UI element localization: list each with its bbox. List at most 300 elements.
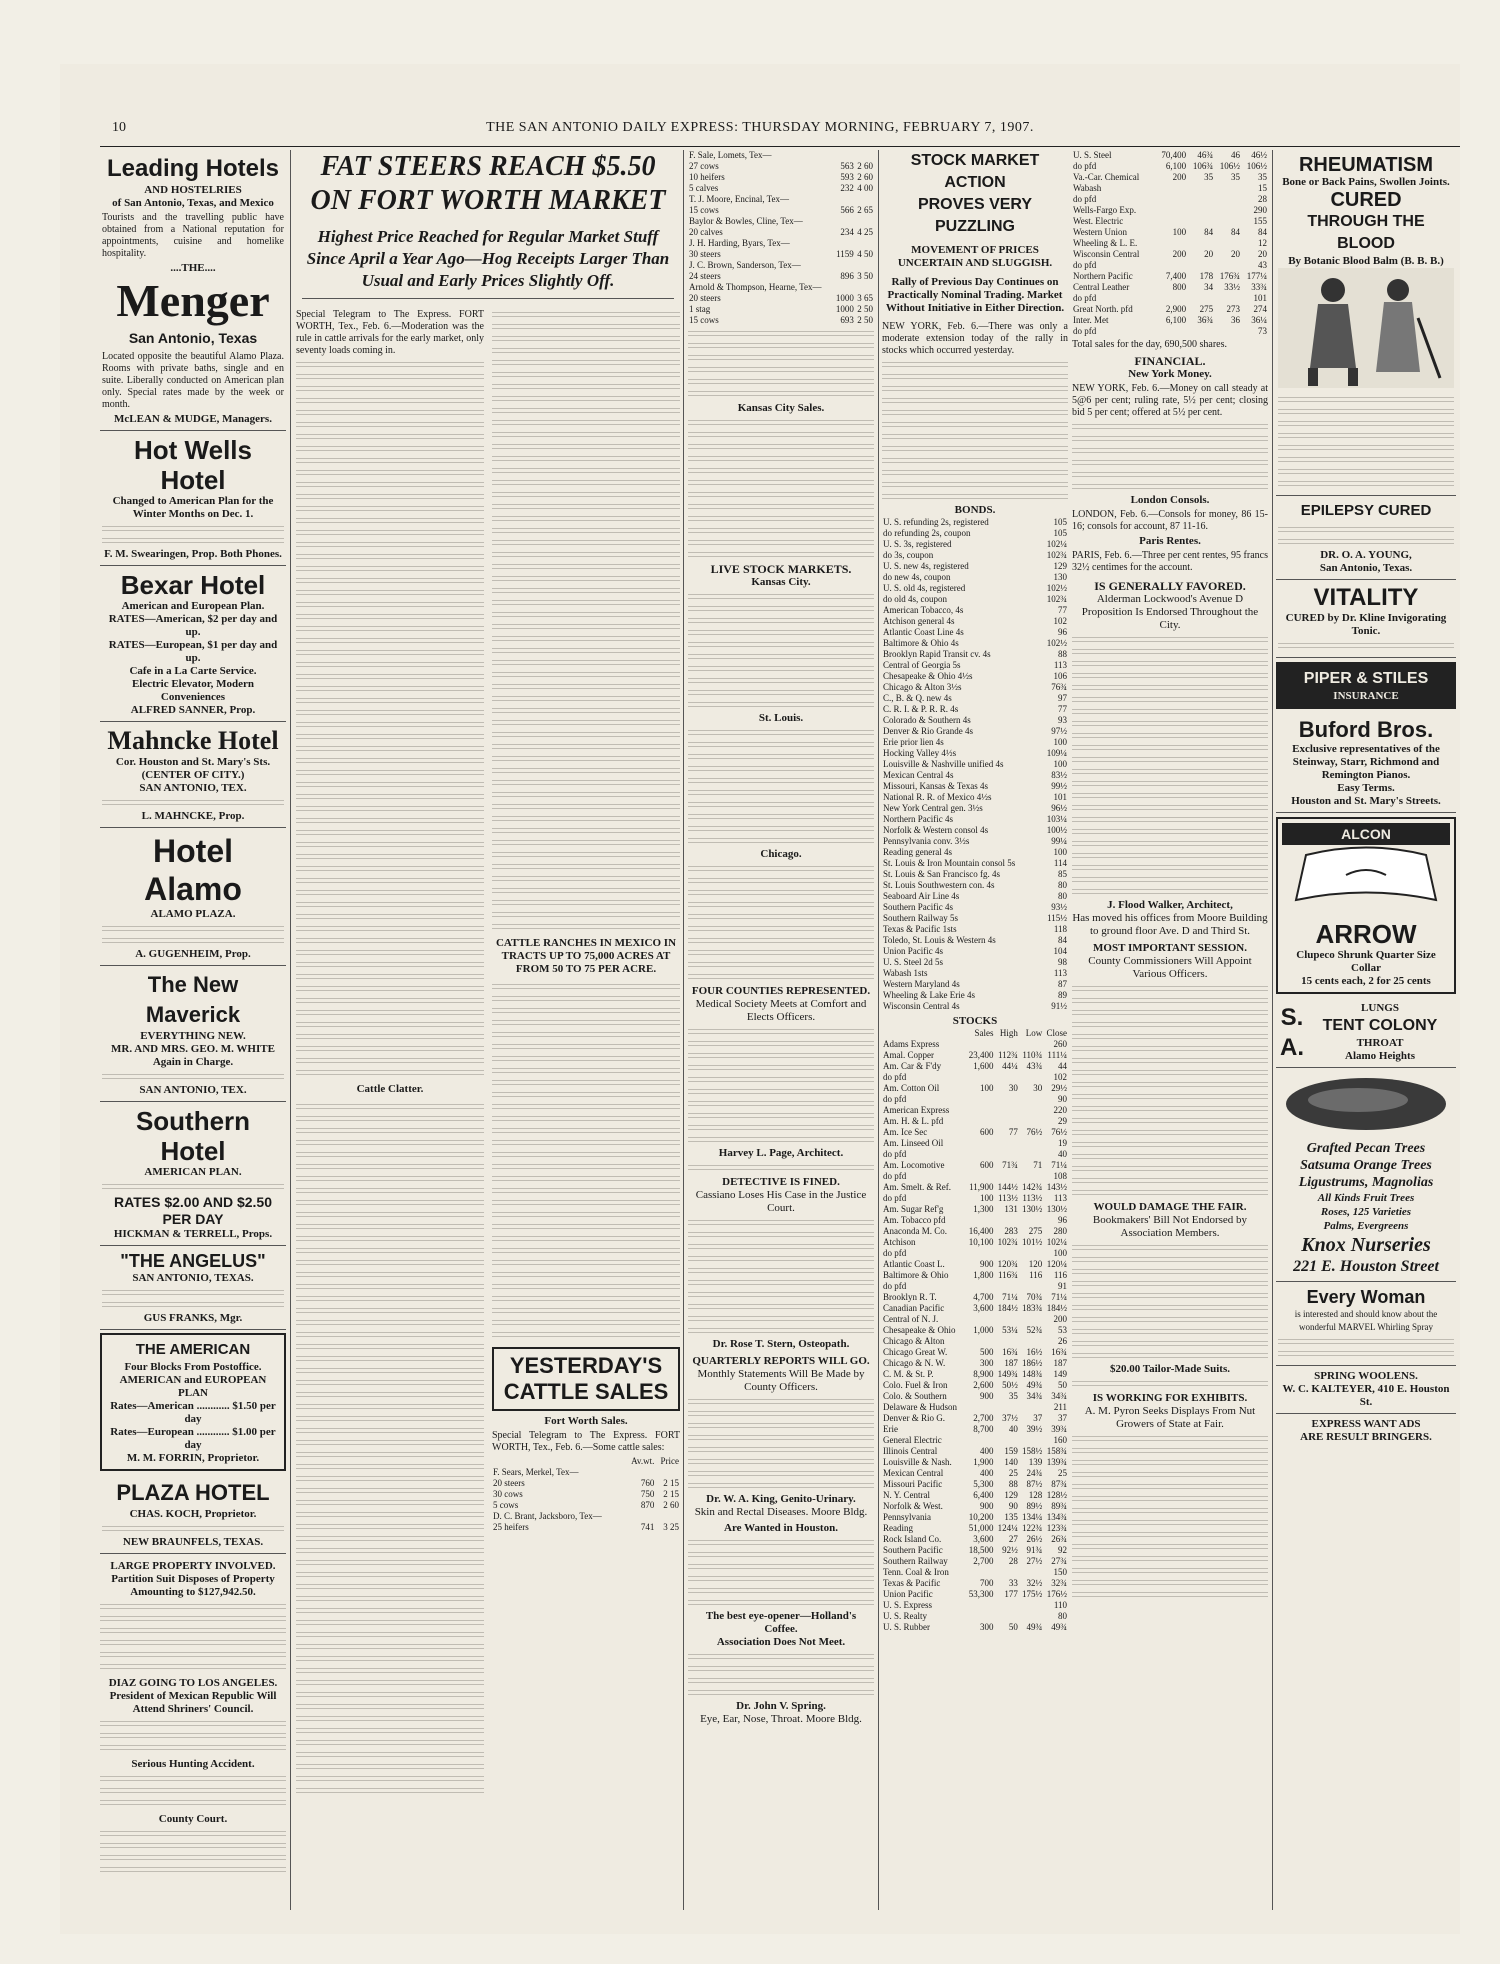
table-cell: 6,100 — [1165, 315, 1187, 325]
table-cell: 53,300 — [968, 1589, 994, 1599]
table-cell: 184½ — [997, 1303, 1018, 1313]
table-cell — [833, 238, 855, 249]
table-cell: 100 — [1172, 227, 1187, 237]
table-cell: 563 — [840, 161, 854, 171]
text-lines — [492, 538, 680, 547]
text-lines — [688, 1302, 874, 1311]
text-lines — [102, 1072, 284, 1081]
text-lines — [492, 442, 680, 451]
table-row — [882, 814, 1068, 825]
text-block — [1278, 395, 1454, 488]
text-lines — [296, 1522, 484, 1531]
table-cell: 1,600 — [973, 1061, 994, 1071]
financial-column — [1072, 150, 1268, 1910]
table-cell: 96 — [1058, 627, 1067, 637]
text-lines — [492, 1330, 680, 1339]
table-row — [882, 583, 1068, 594]
table-cell: Colo. Fuel & Iron — [883, 1380, 948, 1390]
table-row — [882, 605, 1068, 616]
table-cell: 175½ — [1022, 1589, 1043, 1599]
text-lines — [1072, 875, 1268, 884]
table-cell: 280 — [1053, 1226, 1067, 1236]
table-row — [1072, 205, 1268, 216]
text-lines — [492, 826, 680, 835]
table-cell: New York Central gen. 3½s — [883, 803, 983, 813]
text-lines — [1072, 851, 1268, 860]
table-cell: Wells-Fargo Exp. — [1073, 205, 1137, 215]
text-lines — [688, 1562, 874, 1571]
table-row — [882, 1149, 1068, 1160]
table-cell: Great North. pfd — [1073, 304, 1133, 314]
text-lines — [1278, 1337, 1454, 1346]
column-rule — [290, 150, 291, 1910]
table-cell — [1019, 1336, 1043, 1347]
ad-props: SAN ANTONIO, TEX. — [139, 1084, 247, 1096]
text-lines — [296, 1306, 484, 1315]
text-lines — [492, 1246, 680, 1255]
table-row — [688, 194, 874, 205]
text-lines — [688, 900, 874, 909]
stock-column — [882, 150, 1068, 1910]
table-cell: 139 — [1028, 1457, 1043, 1467]
table-cell: 24¾ — [1026, 1468, 1043, 1478]
table-cell — [1019, 1567, 1043, 1578]
masthead: THE SAN ANTONIO DAILY EXPRESS: THURSDAY MORNING, FEBRUARY 7, 1907. — [486, 120, 1034, 135]
table-cell: 100 — [1053, 847, 1067, 857]
text-lines — [296, 1354, 484, 1363]
table-row — [1072, 227, 1268, 238]
table-cell: 211 — [1053, 1402, 1067, 1412]
table-row — [1072, 194, 1268, 205]
ad-text: THROAT — [1356, 1037, 1404, 1049]
article-headline: Are Wanted in Houston. — [724, 1522, 838, 1534]
table-row — [882, 1083, 1068, 1094]
table-cell: Wheeling & Lake Erie 4s — [883, 990, 975, 1000]
table-cell — [1214, 326, 1241, 337]
text-lines — [296, 1690, 484, 1699]
table-cell: Reading — [883, 1523, 913, 1533]
text-lines — [688, 1163, 874, 1172]
table-cell: 80 — [1058, 880, 1067, 890]
table-cell: 275 — [1028, 1226, 1043, 1236]
text-lines — [296, 1618, 484, 1627]
table-row — [1072, 293, 1268, 304]
table-row — [1072, 249, 1268, 260]
text-lines — [296, 852, 484, 861]
table-cell: Baltimore & Ohio 4s — [883, 638, 959, 648]
table-cell: 20 steers — [493, 1478, 525, 1488]
table-cell: 275 — [1199, 304, 1214, 314]
table-cell: 33½ — [1224, 282, 1241, 292]
table-cell: 89¾ — [1051, 1501, 1067, 1511]
table-cell: 50 — [1008, 1622, 1018, 1632]
text-lines — [296, 1786, 484, 1795]
text-lines — [296, 564, 484, 573]
text-lines — [296, 468, 484, 477]
article-subhead: Kansas City. — [751, 576, 811, 588]
ad-text: RATES—European, $1 per day and up. — [108, 639, 278, 664]
table-cell — [1155, 216, 1187, 227]
table-cell: Norfolk & Western consol 4s — [883, 825, 989, 835]
table-cell: Am. Car & F'dy — [883, 1061, 942, 1071]
text-lines — [492, 1102, 680, 1111]
american-title: THE AMERICAN — [135, 1341, 251, 1358]
table-row — [1072, 271, 1268, 282]
table-row — [882, 638, 1068, 649]
table-cell: Reading general 4s — [883, 847, 952, 857]
text-lines — [1072, 422, 1268, 431]
table-cell: 25 — [1058, 1468, 1067, 1478]
ad-text: RATES—American, $2 per day and up. — [108, 613, 278, 638]
table-cell — [965, 1314, 994, 1325]
table-cell: 32½ — [1026, 1578, 1043, 1588]
table-cell: 28 — [1258, 194, 1267, 204]
ad-text: Alamo Heights — [1345, 1050, 1415, 1062]
text-lines — [492, 742, 680, 751]
table-cell: 4 25 — [857, 227, 873, 237]
table-cell: 1159 — [836, 249, 854, 259]
sales-table — [688, 150, 874, 326]
text-lines — [688, 972, 874, 981]
table-cell — [1019, 1215, 1043, 1226]
table-row — [882, 572, 1068, 583]
table-cell: 27¾ — [1051, 1556, 1067, 1566]
ad-text: Clupeco Shrunk Quarter Size Collar — [1296, 949, 1436, 974]
table-cell: 27 — [1008, 1534, 1018, 1544]
text-lines — [492, 1162, 680, 1171]
table-row — [882, 1193, 1068, 1204]
table-cell — [995, 1149, 1019, 1160]
ad-text: is interested and should know about the wonderful MARVEL Whirling Spray — [1294, 1309, 1438, 1332]
ad-props: McLEAN & MUDGE, Managers. — [114, 413, 272, 425]
table-cell: Southern Pacific 4s — [883, 902, 953, 912]
text-lines — [688, 912, 874, 921]
text-lines — [492, 454, 680, 463]
table-cell: 20 steers — [689, 293, 721, 303]
text-lines — [492, 994, 680, 1003]
table-cell — [1187, 216, 1214, 227]
text-block — [296, 360, 484, 1077]
text-lines — [1072, 1446, 1268, 1455]
table-row — [882, 1347, 1068, 1358]
text-lines — [1072, 683, 1268, 692]
text-lines — [688, 664, 874, 673]
text-lines — [492, 406, 680, 415]
column-rule — [683, 150, 684, 1910]
table-cell: 274 — [1253, 304, 1267, 314]
table-cell: do pfd — [1073, 161, 1097, 171]
ad-text: Exclusive representatives of the Steinway, Starr, Richmond and Remington Pianos. — [1292, 743, 1440, 781]
text-lines — [688, 688, 874, 697]
text-lines — [1072, 1255, 1268, 1264]
table-row — [882, 990, 1068, 1001]
table-cell: 200 — [1053, 1314, 1067, 1324]
ad-title: Knox Nurseries — [1301, 1234, 1431, 1256]
table-row — [688, 271, 874, 282]
table-cell — [833, 282, 855, 293]
table-cell — [1019, 1094, 1043, 1105]
table-cell: 105 — [1053, 517, 1067, 527]
ad-title: SPRING WOOLENS. — [1314, 1370, 1418, 1382]
table-cell: 16½ — [1026, 1347, 1043, 1357]
ad-title: RHEUMATISM — [1298, 154, 1434, 176]
text-lines — [492, 310, 680, 319]
text-lines — [688, 1326, 874, 1335]
table-cell: 98 — [1058, 957, 1067, 967]
table-row — [882, 1457, 1068, 1468]
text-lines — [688, 812, 874, 821]
table-cell: 30 cows — [493, 1489, 523, 1499]
table-cell: 116 — [1029, 1270, 1043, 1280]
ad-title: Every Woman — [1306, 1287, 1426, 1307]
table-cell — [1019, 1116, 1043, 1127]
text-lines — [688, 1445, 874, 1454]
text-lines — [1072, 446, 1268, 455]
table-cell: Anaconda M. Co. — [883, 1226, 947, 1236]
table-cell — [1155, 205, 1187, 216]
article-deck: Skin and Rectal Diseases. Moore Bldg. — [694, 1506, 868, 1518]
text-lines — [688, 1314, 874, 1323]
table-cell: 4 50 — [857, 249, 873, 259]
table-cell: 37½ — [1002, 1413, 1018, 1423]
article-deck: Alderman Lockwood's Avenue D Proposition Is Endorsed Throughout the City. — [1081, 593, 1259, 631]
text-lines — [688, 550, 874, 559]
table-row — [688, 260, 874, 271]
table-cell: do new 4s, coupon — [883, 572, 951, 582]
table-cell: 110¾ — [1022, 1050, 1043, 1060]
table-row — [882, 1567, 1068, 1578]
piper-stiles-ad — [1276, 662, 1456, 709]
table-cell: 101½ — [1022, 1237, 1043, 1247]
text-lines — [492, 1006, 680, 1015]
text-lines — [296, 612, 484, 621]
table-cell: 700 — [980, 1578, 994, 1588]
text-lines — [492, 754, 680, 763]
article-dateline: NEW YORK, Feb. 6.—There was only a moderate extension today of the rally in stocks which occurred yesterday. — [882, 321, 1068, 356]
angelus-ad — [100, 1246, 286, 1330]
text-lines — [1072, 719, 1268, 728]
marvel-ad — [1276, 1282, 1456, 1366]
table-row — [1072, 315, 1268, 326]
ad-subtitle: of San Antonio, Texas, and Mexico — [112, 197, 274, 209]
text-lines — [688, 800, 874, 809]
article-subhead: Cattle Clatter. — [356, 1083, 424, 1095]
table-row — [882, 1215, 1068, 1226]
text-lines — [102, 924, 284, 933]
table-cell: 106 — [1053, 671, 1067, 681]
table-row — [882, 1380, 1068, 1391]
table-cell: 128 — [1028, 1490, 1043, 1500]
table-cell: 2 50 — [857, 304, 873, 314]
text-lines — [492, 1210, 680, 1219]
table-cell: 2,700 — [973, 1413, 994, 1423]
table-cell: 177 — [1004, 1589, 1018, 1599]
table-cell: 46½ — [1251, 150, 1267, 160]
table-cell: 2,700 — [973, 1556, 994, 1566]
table-cell — [1214, 205, 1241, 216]
text-block — [492, 310, 680, 931]
text-lines — [296, 1378, 484, 1387]
ad-text: Cafe in a La Carte Service. — [129, 665, 257, 677]
table-cell — [1214, 293, 1241, 304]
text-lines — [102, 1182, 284, 1191]
table-cell: 300 — [980, 1358, 994, 1368]
table-cell: 148¾ — [1022, 1369, 1043, 1379]
text-lines — [1278, 467, 1454, 476]
table-row — [882, 517, 1068, 528]
article-headline: DETECTIVE IS FINED. — [722, 1176, 840, 1188]
table-cell: Southern Railway — [883, 1556, 948, 1566]
table-cell: Baltimore & Ohio — [883, 1270, 949, 1280]
text-lines — [688, 652, 874, 661]
table-cell: 187 — [1004, 1358, 1018, 1368]
table-row — [688, 238, 874, 249]
ad-text: Palms, Evergreens — [1323, 1220, 1409, 1232]
text-lines — [1072, 839, 1268, 848]
table-cell: Central Leather — [1073, 282, 1130, 292]
table-cell: 900 — [980, 1259, 994, 1269]
text-lines — [296, 444, 484, 453]
collar-illustration — [1286, 845, 1446, 915]
ad-text: Bone or Back Pains, Swollen Joints. — [1282, 176, 1450, 188]
text-lines — [100, 1719, 286, 1728]
text-lines — [688, 1550, 874, 1559]
table-cell: 99¼ — [1051, 836, 1067, 846]
table-cell: 900 — [980, 1501, 994, 1511]
table-cell: Chesapeake & Ohio 4½s — [883, 671, 973, 681]
table-cell: 100 — [1053, 737, 1067, 747]
table-row — [1072, 183, 1268, 194]
text-lines — [296, 1654, 484, 1663]
table-row — [882, 1226, 1068, 1237]
text-lines — [296, 1714, 484, 1723]
table-cell: 102¾ — [1046, 550, 1067, 560]
text-lines — [296, 1234, 484, 1243]
cattle-article-column — [296, 150, 680, 1910]
ad-title: VITALITY — [1313, 584, 1419, 611]
table-row — [882, 561, 1068, 572]
table-cell: do pfd — [883, 1281, 907, 1291]
table-cell: 120 — [1028, 1259, 1043, 1269]
table-cell: 33¾ — [1251, 282, 1267, 292]
table-cell: 115½ — [1047, 913, 1067, 923]
table-cell: 290 — [1253, 205, 1267, 215]
text-lines — [1072, 791, 1268, 800]
table-cell: 92½ — [1002, 1545, 1018, 1555]
article-subcolumn-left — [296, 307, 484, 1798]
table-cell: Erie prior lien 4s — [883, 737, 944, 747]
table-cell: Wheeling & L. E. — [1073, 238, 1138, 248]
text-block — [688, 728, 874, 845]
text-lines — [296, 1726, 484, 1735]
text-lines — [688, 864, 874, 873]
table-cell: 92 — [1058, 1545, 1067, 1555]
table-cell: 103¼ — [1046, 814, 1067, 824]
text-lines — [1072, 1327, 1268, 1336]
table-row — [882, 1490, 1068, 1501]
mahncke-ad — [100, 722, 286, 828]
table-cell — [965, 1171, 994, 1182]
table-cell: U. S. 3s, registered — [883, 539, 952, 549]
text-lines — [296, 1558, 484, 1567]
column-rule — [1272, 150, 1273, 1910]
table-cell: 134¾ — [1046, 1512, 1067, 1522]
table-cell — [1155, 260, 1187, 271]
table-cell: 27 cows — [689, 161, 719, 171]
text-lines — [1072, 1032, 1268, 1041]
text-lines — [882, 468, 1068, 477]
table-row — [882, 946, 1068, 957]
table-cell: Brooklyn Rapid Transit cv. 4s — [883, 649, 991, 659]
table-row — [1072, 238, 1268, 249]
table-cell: 102 — [1053, 1072, 1067, 1082]
text-lines — [296, 1102, 484, 1111]
table-cell — [1187, 238, 1214, 249]
text-lines — [1072, 482, 1268, 491]
text-lines — [296, 1630, 484, 1639]
text-lines — [492, 982, 680, 991]
text-lines — [492, 514, 680, 523]
table-row — [882, 1061, 1068, 1072]
table-cell: 102½ — [1046, 638, 1067, 648]
table-cell: National R. R. of Mexico 4½s — [883, 792, 992, 802]
text-lines — [100, 1614, 286, 1623]
text-lines — [688, 1481, 874, 1490]
ad-text: CURED by Dr. Kline Invigorating Tonic. — [1285, 612, 1447, 637]
table-cell — [1155, 183, 1187, 194]
table-cell: do pfd — [1073, 293, 1097, 303]
text-lines — [492, 1066, 680, 1075]
table-header — [882, 1028, 965, 1039]
table-row — [492, 1489, 680, 1500]
ad-title: THROUGH THE BLOOD — [1307, 213, 1425, 252]
table-cell: Denver & Rio Grande 4s — [883, 726, 973, 736]
text-lines — [492, 1078, 680, 1087]
table-cell: Atlantic Coast Line 4s — [883, 627, 964, 637]
table-cell: 49¾ — [1026, 1380, 1043, 1390]
ad-text: DR. O. A. YOUNG, — [1320, 549, 1412, 561]
text-lines — [1072, 984, 1268, 993]
table-row — [882, 704, 1068, 715]
text-lines — [492, 658, 680, 667]
table-cell: St. Louis & Iron Mountain consol 5s — [883, 858, 1016, 868]
article-headline: FINANCIAL. — [1134, 354, 1206, 368]
article-subhead: Dr. W. A. King, Genito-Urinary. — [706, 1493, 856, 1505]
table-cell: 90 — [1008, 1501, 1018, 1511]
table-row — [882, 924, 1068, 935]
table-cell: 71¾ — [1002, 1160, 1018, 1170]
text-lines — [296, 1138, 484, 1147]
text-lines — [296, 420, 484, 429]
text-lines — [492, 394, 680, 403]
table-cell: 36 — [1231, 315, 1241, 325]
table-cell: Canadian Pacific — [883, 1303, 945, 1313]
text-lines — [1072, 671, 1268, 680]
table-cell: 83½ — [1051, 770, 1067, 780]
table-cell — [995, 1138, 1019, 1149]
text-lines — [296, 1162, 484, 1171]
table-cell: Illinois Central — [883, 1446, 938, 1456]
table-cell: 20 — [1258, 249, 1267, 259]
table-cell: do refunding 2s, coupon — [883, 528, 971, 538]
main-headline-1: FAT STEERS REACH $5.50 — [320, 151, 656, 182]
table-cell: 35 — [1008, 1391, 1018, 1401]
text-lines — [100, 1841, 286, 1850]
table-cell: 120¾ — [997, 1259, 1018, 1269]
ad-title: TENT COLONY — [1322, 1017, 1438, 1034]
table-cell: 106¾ — [1192, 161, 1214, 171]
header-rule — [100, 146, 1460, 147]
